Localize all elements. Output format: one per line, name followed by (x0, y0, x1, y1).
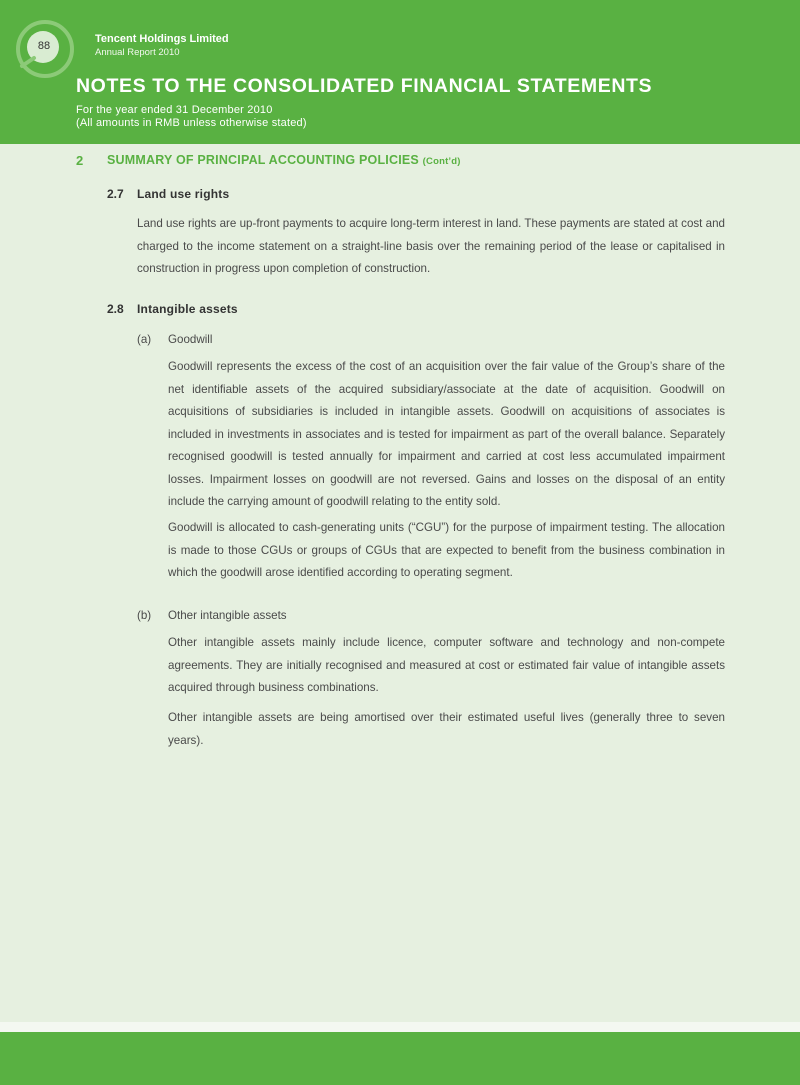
page-header (0, 0, 800, 144)
subtitle-period: For the year ended 31 December 2010 (76, 104, 273, 116)
subsection-2-7-title: Land use rights (137, 187, 230, 201)
document-subtitle (76, 104, 307, 130)
section-continued: (Cont’d) (422, 156, 461, 167)
document-title: NOTES TO THE CONSOLIDATED FINANCIAL STATEMENTS (76, 75, 653, 97)
item-b-label: (b) (137, 609, 152, 622)
company-name: Tencent Holdings Limited (95, 33, 229, 45)
subsection-2-7-number: 2.7 (107, 187, 124, 201)
other-intangibles-paragraph-1: Other intangible assets mainly include licence, computer software and technology and non-compete agreements. They are initially recognised and measured at cost or estimated fair value of intangible assets acquired through business combinations. (168, 636, 725, 694)
section-title: SUMMARY OF PRINCIPAL ACCOUNTING POLICIES (107, 153, 419, 167)
subsection-2-8-title: Intangible assets (137, 302, 238, 316)
page-number: 88 (37, 40, 51, 52)
section-heading (107, 153, 461, 167)
subsection-2-8-number: 2.8 (107, 302, 124, 316)
goodwill-paragraph-2: Goodwill is allocated to cash-generating units (“CGU”) for the purpose of impairment testing. The allocation is made to those CGUs or groups of CGUs that are expected to benefit from the business combination in which the goodwill arose identified according to operating segment. (168, 521, 725, 579)
item-a-title: Goodwill (168, 333, 213, 346)
subtitle-currency: (All amounts in RMB unless otherwise stated) (76, 117, 307, 129)
other-intangibles-paragraph-2: Other intangible assets are being amortised over their estimated useful lives (generally three to seven years). (168, 711, 725, 747)
report-name: Annual Report 2010 (95, 47, 180, 58)
page-footer-band (0, 1032, 800, 1085)
footer-divider (0, 1022, 800, 1032)
item-a-label: (a) (137, 333, 152, 346)
land-use-rights-paragraph: Land use rights are up-front payments to acquire long-term interest in land. These payments are stated at cost and charged to the income statement on a straight-line basis over the remaining period of the lease or capitalised in construction in progress upon completion of construction. (137, 217, 725, 275)
section-number: 2 (76, 153, 84, 168)
goodwill-paragraph-1: Goodwill represents the excess of the cost of an acquisition over the fair value of the Group’s share of the net identifiable assets of the acquired subsidiary/associate at the date of acquisition. Goodwill on acquisitions of subsidiaries is included in intangible assets. Goodwill on acquisitions of associates is included in investments in associates and is tested for impairment as part of the overall balance. Separately recognised goodwill is tested annually for impairment and carried at cost less accumulated impairment losses. Impairment losses on goodwill are not reversed. Gains and losses on the disposal of an entity include the carrying amount of goodwill relating to the entity sold. (168, 360, 725, 508)
item-b-title: Other intangible assets (168, 609, 287, 622)
